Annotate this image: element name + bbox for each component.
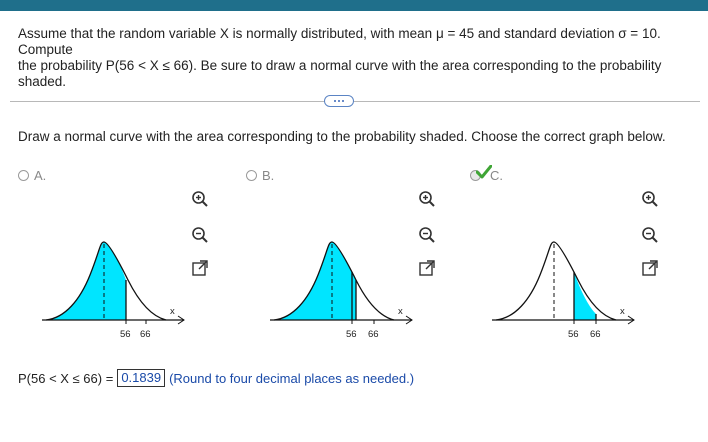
option-b-popout-icon[interactable] bbox=[418, 259, 436, 277]
option-b-zoom-out-icon[interactable] bbox=[418, 226, 436, 244]
question-line-1: Assume that the random variable X is normally distributed, with mean μ = 45 and standard deviation σ = 10. Compute bbox=[18, 26, 661, 57]
option-b-radio-row[interactable] bbox=[246, 168, 274, 183]
option-c-graph bbox=[490, 230, 640, 345]
option-a-shade-left bbox=[46, 242, 104, 320]
top-bar bbox=[0, 0, 708, 11]
answer-row bbox=[18, 369, 414, 387]
option-a-radio-row[interactable] bbox=[18, 168, 46, 183]
check-icon bbox=[476, 165, 492, 179]
option-a-zoom-out-icon[interactable] bbox=[191, 226, 209, 244]
option-a-zoom-in-icon[interactable] bbox=[191, 190, 209, 208]
option-c-radio-row[interactable] bbox=[470, 168, 503, 183]
option-a-radio[interactable] bbox=[18, 170, 29, 181]
instruction-text: Draw a normal curve with the area corresponding to the probability shaded. Choose the correct graph below. bbox=[18, 129, 666, 144]
option-c-axis-label: x bbox=[620, 306, 625, 317]
answer-input[interactable]: 0.1839 bbox=[117, 369, 165, 387]
option-b-zoom-in-icon[interactable] bbox=[418, 190, 436, 208]
option-a-tick-66: 66 bbox=[140, 329, 151, 340]
option-c-label: C. bbox=[490, 168, 503, 183]
option-b-tick-56: 56 bbox=[346, 329, 357, 340]
option-c-zoom-in-icon[interactable] bbox=[641, 190, 659, 208]
option-a-label: A. bbox=[34, 168, 47, 183]
more-icon bbox=[334, 100, 336, 102]
more-button[interactable] bbox=[324, 95, 354, 107]
option-a-shade-right bbox=[104, 242, 126, 320]
answer-prefix: P(56 < X ≤ 66) = bbox=[18, 370, 114, 386]
option-c-tick-56: 56 bbox=[568, 329, 579, 340]
option-a-tick-56: 56 bbox=[120, 329, 131, 340]
option-a-axis-label: x bbox=[170, 306, 175, 317]
option-b-tick-66: 66 bbox=[368, 329, 379, 340]
option-b-axis-label: x bbox=[398, 306, 403, 317]
question-text bbox=[18, 26, 698, 90]
option-a-graph bbox=[40, 230, 190, 345]
option-c-popout-icon[interactable] bbox=[641, 259, 659, 277]
option-c-zoom-out-icon[interactable] bbox=[641, 226, 659, 244]
option-b-radio[interactable] bbox=[246, 170, 257, 181]
option-a-popout-icon[interactable] bbox=[191, 259, 209, 277]
option-c-tick-66: 66 bbox=[590, 329, 601, 340]
answer-hint: (Round to four decimal places as needed.) bbox=[169, 370, 415, 386]
option-b-graph bbox=[268, 230, 418, 345]
option-c-curve bbox=[496, 242, 616, 320]
question-line-2: the probability P(56 < X ≤ 66). Be sure to draw a normal curve with the area corresponding to the probability shaded. bbox=[18, 58, 662, 89]
divider bbox=[10, 101, 700, 102]
option-b-label: B. bbox=[262, 168, 275, 183]
